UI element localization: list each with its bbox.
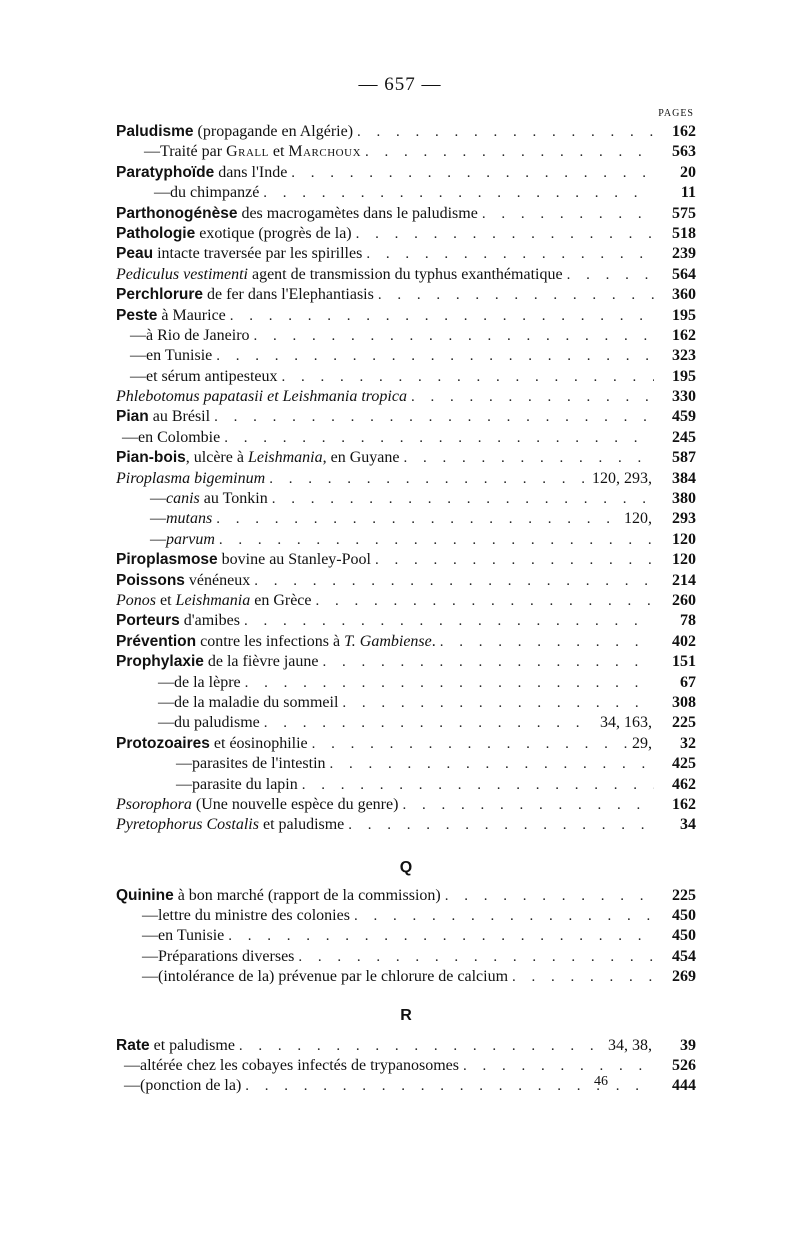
dot-leader — [263, 183, 654, 203]
entry-headword: Piroplasmose — [116, 551, 218, 569]
dot-leader — [244, 611, 654, 631]
dot-leader — [214, 407, 654, 427]
index-entry — [116, 367, 696, 387]
page-reference: 450 — [672, 927, 696, 945]
index-entry — [116, 1076, 696, 1096]
entry-term — [116, 906, 350, 926]
entry-headword: Protozoaires — [116, 734, 210, 752]
dot-leader — [264, 713, 596, 733]
page-reference: 11 — [680, 184, 696, 202]
entry-text: — — [142, 907, 158, 925]
entry-text: de la lèpre — [174, 673, 241, 691]
dot-leader — [440, 632, 654, 652]
entry-text: — — [130, 367, 146, 385]
entry-text: mutans — [166, 510, 213, 528]
dot-leader — [365, 142, 654, 162]
entry-text: (intolérance de la) prévenue par le chlorure de calcium — [158, 968, 509, 986]
index-entry — [116, 713, 696, 733]
entry-term — [116, 387, 407, 407]
page-reference: 269 — [672, 968, 696, 986]
entry-text: de la maladie du sommeil — [174, 693, 339, 711]
page-reference: 239 — [672, 245, 696, 263]
entry-text: — — [150, 490, 166, 508]
entry-text: — — [142, 968, 158, 986]
entry-text: Traité par — [160, 143, 227, 161]
entry-text: parasite du lapin — [192, 775, 298, 793]
index-entry — [116, 224, 696, 244]
entry-text: à Rio de Janeiro — [146, 326, 250, 344]
dot-leader — [378, 285, 654, 305]
dot-leader — [245, 673, 654, 693]
page-reference: 225 — [672, 714, 696, 732]
page-reference: 402 — [672, 632, 696, 650]
index-entry — [116, 652, 696, 672]
index-entry — [116, 754, 696, 774]
entry-text: en Colombie — [138, 428, 221, 446]
entry-text: — — [154, 184, 170, 202]
entry-term — [116, 967, 508, 987]
page-reference: 323 — [672, 347, 696, 365]
page-reference: 459 — [672, 408, 696, 426]
entry-text: — — [158, 693, 174, 711]
page-reference: 462 — [672, 775, 696, 793]
entry-text: à bon marché (rapport de la commission) — [173, 886, 441, 904]
page-reference: 425 — [672, 755, 696, 773]
entry-term — [116, 530, 215, 550]
page-reference: 330 — [672, 388, 696, 406]
entry-headword: Parthonogénèse — [116, 204, 238, 222]
dot-leader — [228, 926, 654, 946]
page-reference: 526 — [672, 1057, 696, 1075]
dot-leader — [330, 754, 654, 774]
entry-text: — — [158, 673, 174, 691]
index-entry — [116, 967, 696, 987]
entry-headword: Rate — [116, 1036, 150, 1054]
page-reference: 214 — [672, 571, 696, 589]
entry-text: — — [124, 1077, 140, 1095]
page-reference: 162 — [672, 326, 696, 344]
dot-leader — [291, 163, 654, 183]
entry-text: — — [142, 927, 158, 945]
index-entry — [116, 244, 696, 264]
page-reference: 195 — [672, 306, 696, 324]
dot-leader — [482, 204, 654, 224]
page-reference: 587 — [672, 449, 696, 467]
entry-term — [116, 947, 294, 967]
entry-term — [116, 489, 268, 509]
dot-leader — [298, 947, 654, 967]
entry-text: altérée chez les cobayes infectés de trypanosomes — [140, 1057, 459, 1075]
index-entry — [116, 591, 696, 611]
entry-text: à Maurice — [157, 306, 226, 324]
entry-term — [116, 754, 326, 774]
index-entry — [116, 886, 696, 906]
entry-headword: Peste — [116, 306, 158, 324]
index-entry — [116, 142, 696, 162]
entry-text: d'amibes — [179, 612, 240, 630]
additional-page-refs: 29, — [632, 734, 652, 752]
entry-term — [116, 204, 478, 224]
dot-leader — [512, 967, 654, 987]
entry-headword: Pian — [116, 408, 149, 426]
entry-headword: Pathologie — [116, 224, 196, 242]
page-reference: 162 — [672, 795, 696, 813]
index-entry — [116, 265, 696, 285]
entry-text: (ponction de la) — [140, 1077, 242, 1095]
dot-leader — [245, 1076, 654, 1096]
page-reference: 195 — [672, 367, 696, 385]
dot-leader — [322, 652, 654, 672]
page-reference: 380 — [672, 490, 696, 508]
index-entry — [116, 163, 696, 183]
entry-headword: Perchlorure — [116, 286, 204, 304]
index-entry — [116, 550, 696, 570]
index-entry — [116, 285, 696, 305]
page-reference: 293 — [672, 510, 696, 528]
dot-leader — [342, 693, 654, 713]
pages-column-label: PAGES — [658, 108, 694, 119]
page-reference: 564 — [672, 265, 696, 283]
entry-text: du chimpanzé — [170, 184, 260, 202]
entry-text: au Brésil — [148, 408, 211, 426]
dot-leader — [239, 1036, 604, 1056]
index-entry — [116, 530, 696, 550]
section-heading: Q — [399, 858, 413, 876]
dot-leader — [366, 244, 654, 264]
entry-term — [116, 346, 212, 366]
entry-term — [116, 326, 250, 346]
dot-leader — [312, 734, 628, 754]
dot-leader — [375, 550, 654, 570]
entry-term — [116, 163, 287, 183]
page-reference: 575 — [672, 204, 696, 222]
entry-text: de fer dans l'Elephantiasis — [203, 286, 374, 304]
entry-text: et — [268, 143, 289, 161]
entry-headword: Peau — [116, 245, 154, 263]
entry-text: agent de transmission du typhus exanthématique — [247, 265, 563, 283]
entry-term — [116, 183, 259, 203]
entry-text: parasites de l'intestin — [192, 755, 326, 773]
dot-leader — [272, 489, 654, 509]
entry-term — [116, 367, 278, 387]
index-entry — [116, 1036, 696, 1056]
entry-term — [116, 591, 312, 611]
entry-text: — — [122, 428, 138, 446]
page-reference: 360 — [672, 286, 696, 304]
page-reference: 563 — [672, 143, 696, 161]
page-reference: 384 — [672, 469, 696, 487]
entry-headword: Prévention — [116, 632, 197, 650]
entry-headword: Poissons — [116, 571, 185, 589]
index-entry — [116, 306, 696, 326]
dot-leader — [411, 387, 654, 407]
entry-term — [116, 815, 344, 835]
dot-leader — [269, 469, 588, 489]
entry-text: , ulcère à — [185, 449, 248, 467]
entry-term — [116, 571, 250, 591]
entry-text: intacte traversée par les spirilles — [153, 245, 363, 263]
page-reference: 245 — [672, 428, 696, 446]
additional-page-refs: 34, 38, — [608, 1036, 652, 1054]
index-entry — [116, 775, 696, 795]
index-entry — [116, 693, 696, 713]
entry-text: Ponos — [116, 591, 156, 609]
dot-leader — [463, 1056, 654, 1076]
index-entry — [116, 926, 696, 946]
index-entry — [116, 795, 696, 815]
page-reference: 78 — [680, 612, 696, 630]
index-entry — [116, 346, 696, 366]
entry-text: et paludisme — [258, 816, 345, 834]
entry-text: Psorophora — [116, 795, 192, 813]
entry-headword: Prophylaxie — [116, 653, 204, 671]
entry-text: — — [158, 714, 174, 732]
index-entry — [116, 489, 696, 509]
additional-page-refs: 120, 293, — [592, 469, 652, 487]
page-reference: 162 — [672, 123, 696, 140]
entry-term — [116, 550, 371, 570]
entry-text: Grall — [226, 143, 269, 161]
entry-term — [116, 1036, 235, 1056]
index-entry — [116, 632, 696, 652]
entry-term — [116, 652, 318, 672]
entry-text: Préparations diverses — [158, 947, 295, 965]
page-reference: 120 — [672, 551, 696, 569]
dot-leader — [216, 509, 620, 529]
entry-text: Leishmania — [175, 591, 251, 609]
entry-text: et éosinophilie — [209, 734, 308, 752]
entry-term — [116, 611, 240, 631]
dot-leader — [357, 122, 654, 142]
entry-text: , en Guyane — [322, 449, 400, 467]
entry-text: . — [431, 632, 436, 650]
dot-leader — [354, 906, 654, 926]
page-reference: 518 — [672, 224, 696, 242]
entry-text: et sérum antipesteux — [146, 367, 278, 385]
entry-term — [116, 693, 338, 713]
page-reference: 120 — [672, 530, 696, 548]
additional-page-refs: 120, — [624, 510, 652, 528]
index-entry — [116, 428, 696, 448]
entry-text: Leishmania — [247, 449, 323, 467]
index-entry — [116, 469, 696, 489]
entry-text: (propagande en Algérie) — [193, 123, 354, 140]
index-entry — [116, 611, 696, 631]
entry-text: au Tonkin — [199, 490, 268, 508]
dot-leader — [316, 591, 654, 611]
dot-leader — [403, 448, 654, 468]
entry-text: — — [130, 326, 146, 344]
entry-text: en Tunisie — [158, 927, 225, 945]
entry-text: — — [176, 755, 192, 773]
entry-term — [116, 469, 265, 489]
entry-text: en Grèce — [250, 591, 312, 609]
index-entry — [116, 326, 696, 346]
entry-text: Piroplasma bigeminum — [116, 469, 266, 487]
entry-text: Pediculus vestimenti — [116, 265, 248, 283]
entry-term — [116, 509, 212, 529]
dot-leader — [254, 571, 654, 591]
entry-term — [116, 428, 220, 448]
entry-term — [116, 632, 436, 652]
entry-text: parvum — [166, 530, 215, 548]
index-entry — [116, 947, 696, 967]
index-entry — [116, 673, 696, 693]
entry-term — [116, 1056, 459, 1076]
entry-term — [116, 142, 361, 162]
dot-leader — [224, 428, 654, 448]
page-reference: 308 — [672, 693, 696, 711]
index-entry — [116, 122, 696, 142]
page-reference: 225 — [672, 886, 696, 904]
entry-term — [116, 407, 210, 427]
entry-term — [116, 713, 260, 733]
dot-leader — [254, 326, 654, 346]
entry-term — [116, 775, 298, 795]
page-reference: 260 — [672, 591, 696, 609]
section-heading: R — [400, 1006, 412, 1024]
entry-headword: Pian-bois — [116, 449, 186, 467]
entry-text: — — [144, 143, 160, 161]
entry-term — [116, 795, 398, 815]
entry-text: canis — [166, 490, 200, 508]
entry-headword: Porteurs — [116, 612, 180, 630]
dot-leader — [216, 346, 654, 366]
entry-text: T. Gambiense — [344, 632, 432, 650]
page-reference: 32 — [680, 734, 696, 752]
page-reference: 454 — [672, 947, 696, 965]
page-reference: 67 — [680, 673, 696, 691]
entry-term — [116, 265, 563, 285]
entry-text: Pyretophorus Costalis — [116, 816, 259, 834]
index-entry — [116, 571, 696, 591]
entry-text: dans l'Inde — [214, 163, 288, 181]
entry-term — [116, 886, 441, 906]
index-entry — [116, 1056, 696, 1076]
dot-leader — [356, 224, 654, 244]
page-reference: 20 — [680, 163, 696, 181]
index-entry — [116, 906, 696, 926]
entry-text: — — [130, 347, 146, 365]
entry-term — [116, 122, 353, 142]
entry-text: lettre du ministre des colonies — [158, 907, 350, 925]
page-reference: 34 — [680, 816, 696, 834]
dot-leader — [445, 886, 654, 906]
entry-term — [116, 1076, 241, 1096]
entry-term — [116, 926, 224, 946]
dot-leader — [348, 815, 654, 835]
index-entries — [116, 122, 696, 1097]
dot-leader — [567, 265, 654, 285]
index-entry — [116, 183, 696, 203]
entry-headword: Paludisme — [116, 123, 194, 140]
entry-text: — — [124, 1057, 140, 1075]
entry-text: en Tunisie — [146, 347, 213, 365]
page-number: — 657 — — [358, 74, 442, 95]
index-entry — [116, 509, 696, 529]
entry-term — [116, 734, 308, 754]
entry-text: Phlebotomus papatasii et Leishmania tropica — [116, 388, 407, 406]
index-entry — [116, 387, 696, 407]
page-reference: 151 — [672, 653, 696, 671]
entry-text: des macrogamètes dans le paludisme — [237, 204, 478, 222]
index-entry — [116, 815, 696, 835]
entry-text: — — [142, 947, 158, 965]
entry-term — [116, 448, 399, 468]
index-entry — [116, 448, 696, 468]
entry-text: — — [150, 530, 166, 548]
entry-text: — — [150, 510, 166, 528]
entry-text: et — [156, 591, 176, 609]
entry-text: (Une nouvelle espèce du genre) — [191, 795, 399, 813]
entry-term — [116, 306, 226, 326]
page-reference: 444 — [672, 1077, 696, 1095]
entry-term — [116, 673, 241, 693]
entry-text: et paludisme — [149, 1036, 235, 1054]
entry-text: contre les infections à — [196, 632, 345, 650]
entry-term — [116, 224, 352, 244]
entry-headword: Quinine — [116, 886, 174, 904]
additional-page-refs: 34, 163, — [600, 714, 652, 732]
page-reference: 450 — [672, 907, 696, 925]
entry-text: — — [176, 775, 192, 793]
dot-leader — [402, 795, 654, 815]
index-entry — [116, 734, 696, 754]
index-entry — [116, 407, 696, 427]
entry-text: bovine au Stanley-Pool — [217, 551, 371, 569]
entry-text: exotique (progrès de la) — [195, 224, 352, 242]
entry-term — [116, 285, 374, 305]
dot-leader — [302, 775, 654, 795]
dot-leader — [282, 367, 654, 387]
dot-leader — [230, 306, 654, 326]
entry-text: de la fièvre jaune — [203, 653, 319, 671]
entry-text: du paludisme — [174, 714, 260, 732]
entry-text: Marchoux — [288, 143, 362, 161]
page-reference: 39 — [680, 1036, 696, 1054]
entry-term — [116, 244, 362, 264]
dot-leader — [219, 530, 654, 550]
entry-text: vénéneux — [184, 571, 251, 589]
entry-headword: Paratyphoïde — [116, 163, 215, 181]
signature-folio: 46 — [594, 1074, 608, 1089]
index-entry — [116, 204, 696, 224]
